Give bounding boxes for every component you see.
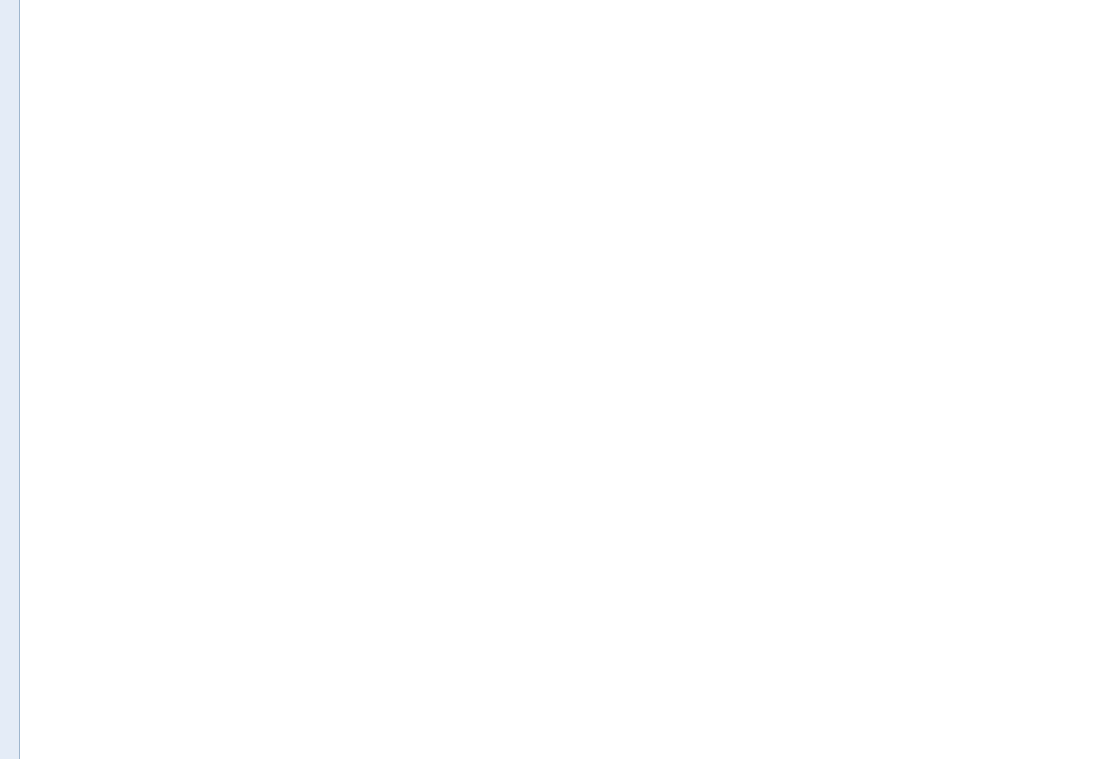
row-header-column[interactable] — [0, 0, 20, 759]
